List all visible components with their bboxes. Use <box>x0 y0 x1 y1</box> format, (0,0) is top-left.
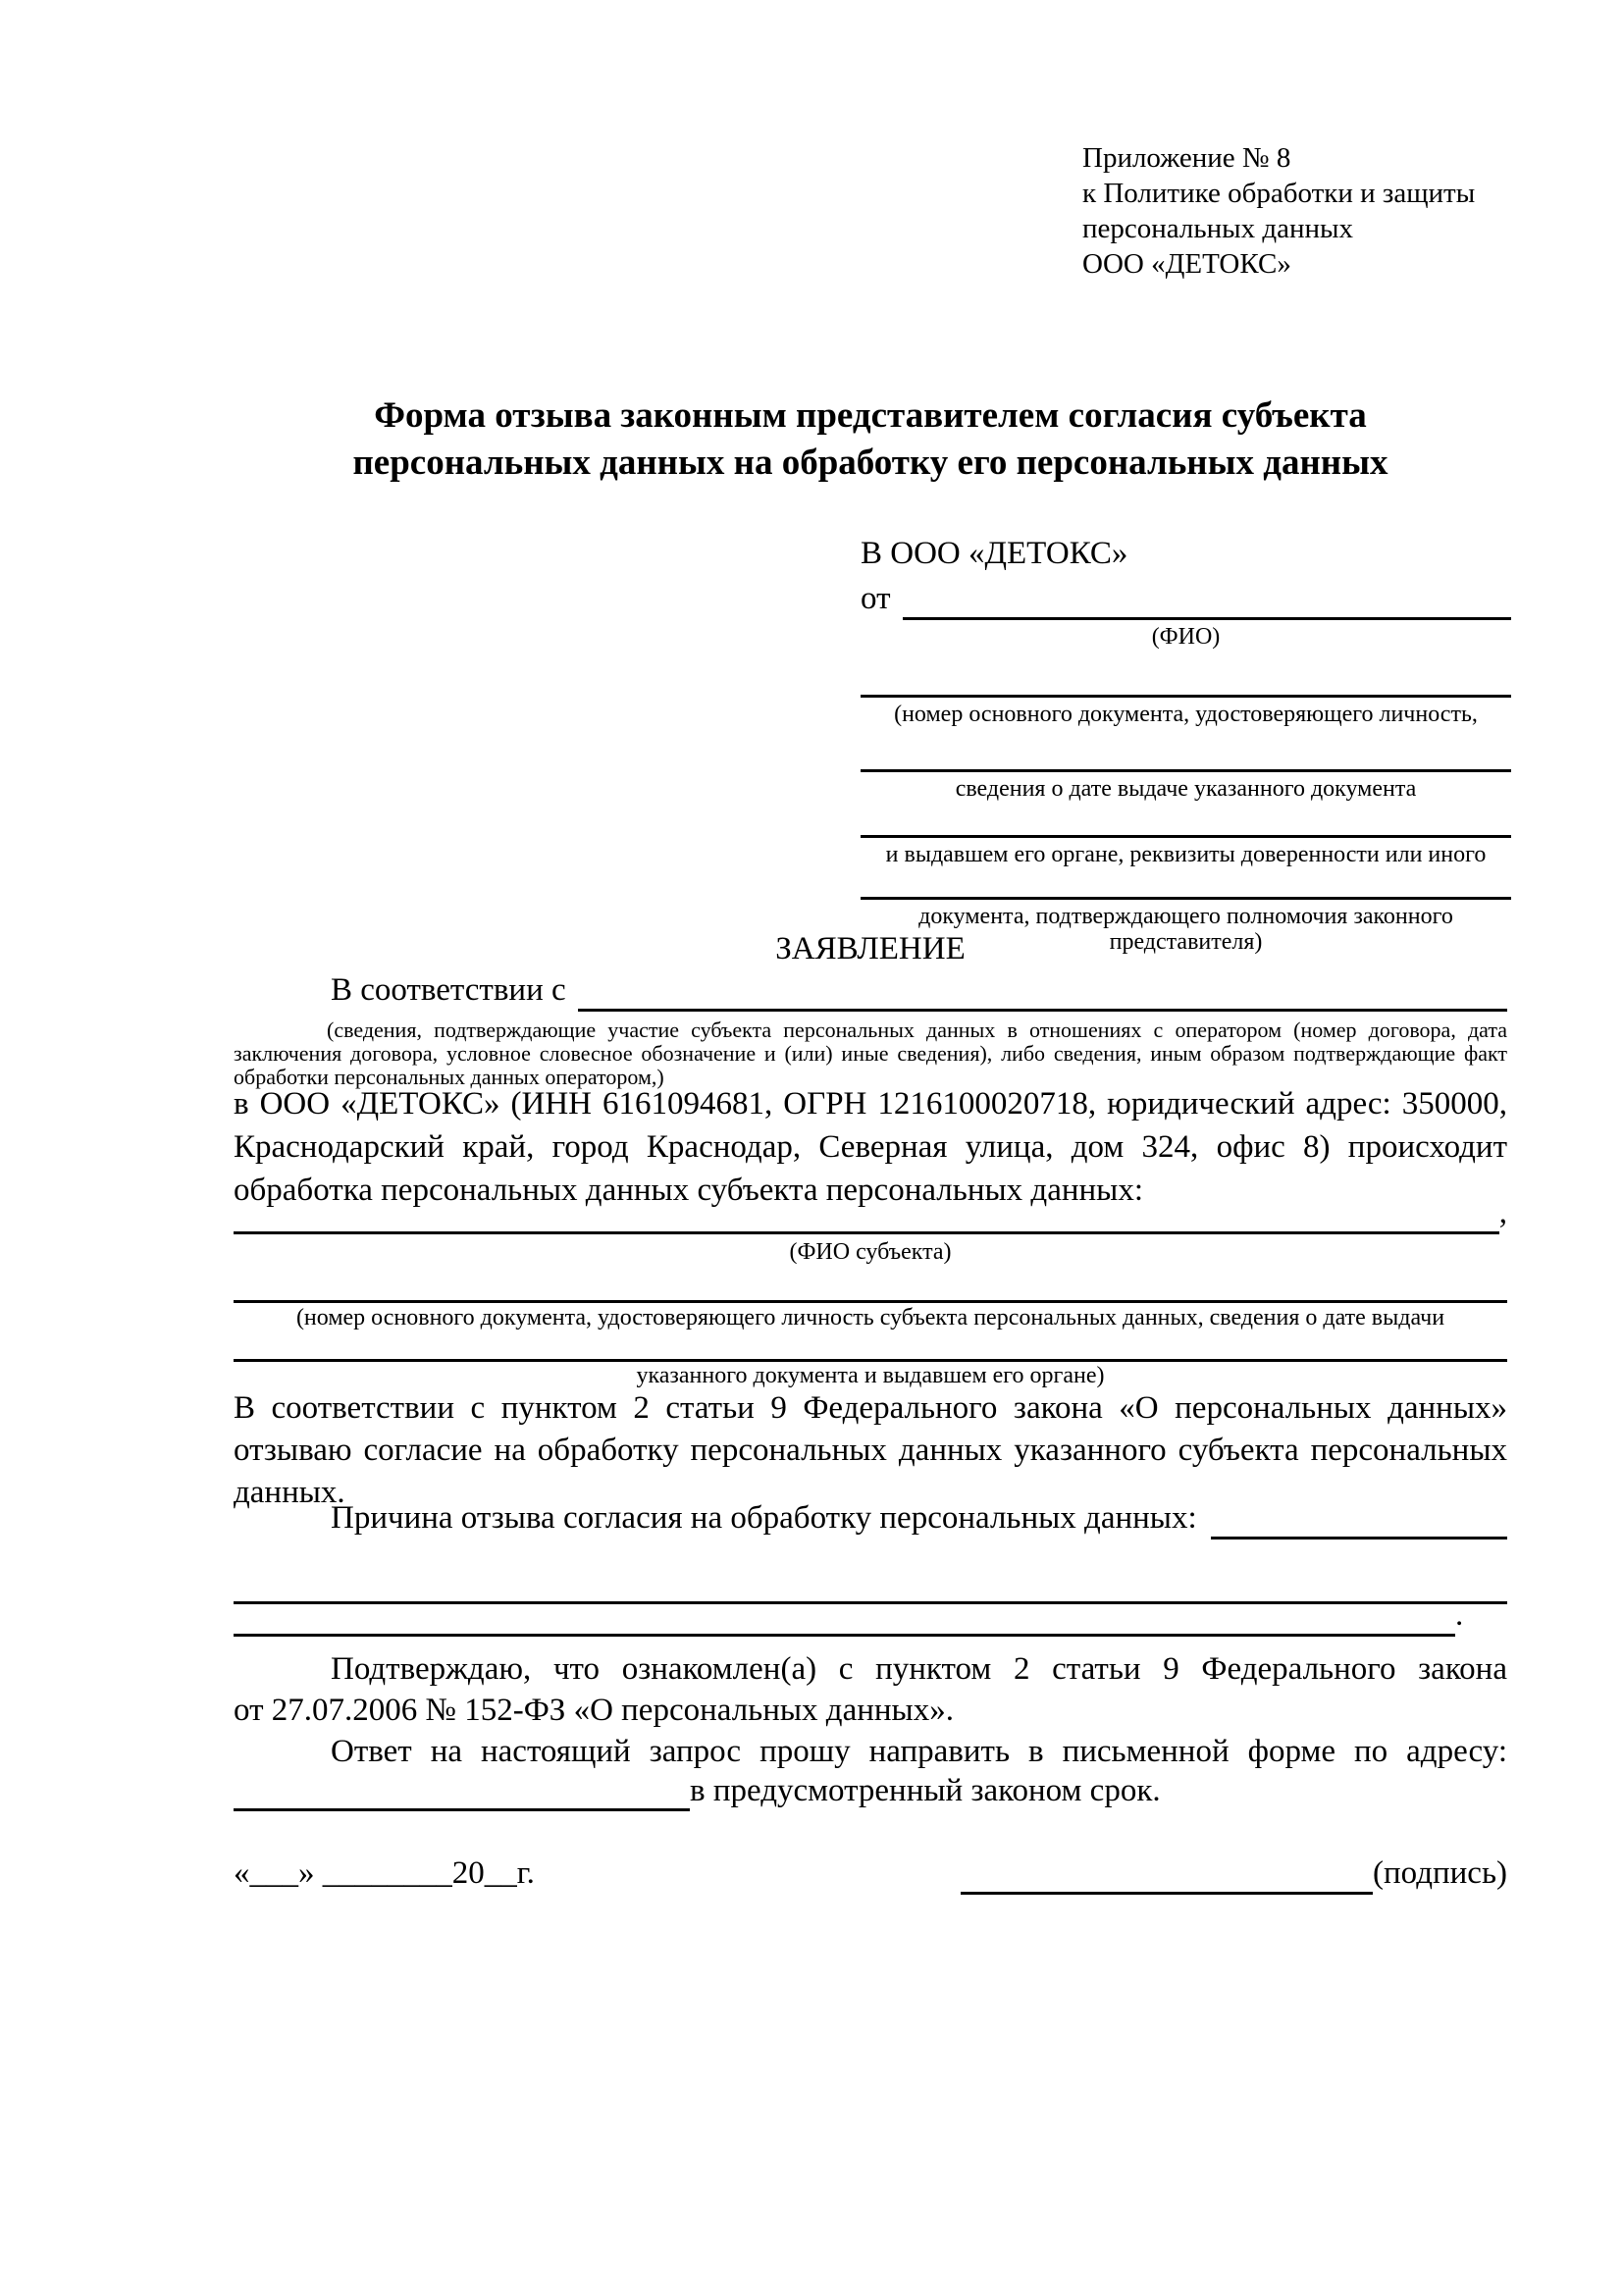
fio-caption: (ФИО) <box>1151 624 1221 650</box>
document-title-line-1: Форма отзыва законным представителем согласия субъекта <box>374 395 1367 436</box>
recipient-block <box>861 533 1511 955</box>
subject-comma: , <box>1498 1195 1507 1230</box>
reason-blank-row-2 <box>234 1597 1507 1637</box>
intro-fine-print <box>234 1018 1507 1089</box>
representative-doc-caption-2: сведения о дате выдаче указанного документа <box>955 776 1417 802</box>
response-paragraph <box>234 1731 1507 1811</box>
subject-doc-caption-2: указанного документа и выдавшем его органе) <box>636 1363 1105 1388</box>
from-label: от <box>861 581 891 616</box>
appendix-ref-line-4: ООО «ДЕТОКС» <box>1082 248 1291 280</box>
subject-doc-blank-line-2 <box>234 1330 1507 1362</box>
response-address-row <box>234 1772 1507 1811</box>
fine-print-line-2: заключения договора, условное словесное обозначение и (или) иные сведения), либо сведения, иным образом подтверждающие факт <box>234 1041 1507 1066</box>
reason-row <box>234 1500 1507 1539</box>
confirmation-line-1: Подтверждаю, что ознакомлен(а) с пунктом 2 статьи 9 Федерального закона <box>331 1651 1507 1687</box>
intro-prefix: В соответствии с <box>331 972 566 1008</box>
document-title <box>234 392 1507 487</box>
date-blank-line: «___» ________20__г. <box>234 1855 535 1891</box>
recipient-org: В ООО «ДЕТОКС» <box>861 536 1128 571</box>
operator-line-1: в ООО «ДЕТОКС» (ИНН 6161094681, ОГРН 1216100020718, юридический адрес: 350000, <box>234 1086 1507 1122</box>
subject-fio-row <box>234 1195 1507 1234</box>
footer-row <box>234 1857 1507 1895</box>
reason-period: . <box>1455 1597 1464 1633</box>
from-row <box>861 581 1511 620</box>
appendix-reference-block <box>1082 140 1553 282</box>
intro-blank-line <box>578 976 1507 1012</box>
withdrawal-line-2: отзываю согласие на обработку персональных данных указанного субъекта персональных <box>234 1433 1507 1468</box>
representative-name-blank-line <box>903 585 1512 620</box>
withdrawal-line-1: В соответствии с пунктом 2 статьи 9 Федерального закона «О персональных данных» <box>234 1390 1507 1426</box>
appendix-ref-line-3: персональных данных <box>1082 213 1354 244</box>
reason-label: Причина отзыва согласия на обработку персональных данных: <box>331 1500 1197 1536</box>
representative-doc-blank-line-1 <box>861 671 1511 698</box>
signature-group <box>961 1857 1507 1895</box>
operator-line-3: обработка персональных данных субъекта персональных данных: <box>234 1173 1143 1208</box>
withdrawal-line-3: данных. <box>234 1475 345 1510</box>
representative-doc-blank-line-4 <box>861 873 1511 900</box>
operator-paragraph <box>234 1082 1507 1212</box>
response-line-1: Ответ на настоящий запрос прошу направить в письменной форме по адресу: <box>331 1734 1507 1769</box>
appendix-ref-line-2: к Политике обработки и защиты <box>1082 178 1476 209</box>
subject-fio-blank-line <box>234 1199 1499 1234</box>
signature-blank-line <box>961 1857 1373 1895</box>
response-line-2: в предусмотренный законом срок. <box>690 1773 1161 1808</box>
representative-doc-caption-1: (номер основного документа, удостоверяющего личность, <box>894 702 1478 727</box>
intro-row <box>234 972 1507 1012</box>
representative-doc-blank-line-3 <box>861 811 1511 838</box>
fine-print-line-1: (сведения, подтверждающие участие субъекта персональных данных в отношениях с оператором (номер договора, дата <box>327 1018 1507 1042</box>
confirmation-line-2: от 27.07.2006 № 152-ФЗ «О персональных данных». <box>234 1693 954 1728</box>
representative-doc-caption-3: и выдавшем его органе, реквизиты доверенности или иного <box>885 842 1487 867</box>
withdrawal-paragraph <box>234 1387 1507 1514</box>
reason-blank-line-short <box>1211 1506 1507 1539</box>
reason-blank-line-2 <box>234 1601 1455 1637</box>
statement-heading: ЗАЯВЛЕНИЕ <box>775 931 966 966</box>
signature-caption: (подпись) <box>1373 1855 1507 1891</box>
fine-print-line-3: обработки персональных данных оператором,) <box>234 1065 664 1089</box>
reason-blank-line-1 <box>234 1566 1507 1604</box>
representative-doc-caption-4: документа, подтверждающего полномочия законного представителя) <box>918 904 1453 955</box>
subject-doc-blank-line-1 <box>234 1271 1507 1303</box>
representative-doc-blank-line-2 <box>861 746 1511 772</box>
subject-doc-caption-1: (номер основного документа, удостоверяющего личность субъекта персональных данных, сведения о дате выдачи <box>295 1305 1445 1331</box>
appendix-ref-line-1: Приложение № 8 <box>1082 142 1291 174</box>
document-title-line-2: персональных данных на обработку его персональных данных <box>352 443 1388 483</box>
subject-fio-caption: (ФИО субъекта) <box>789 1239 952 1265</box>
response-address-blank-line <box>234 1772 690 1811</box>
operator-line-2: Краснодарский край, город Краснодар, Северная улица, дом 324, офис 8) происходит <box>234 1129 1507 1165</box>
confirmation-paragraph <box>234 1648 1507 1731</box>
